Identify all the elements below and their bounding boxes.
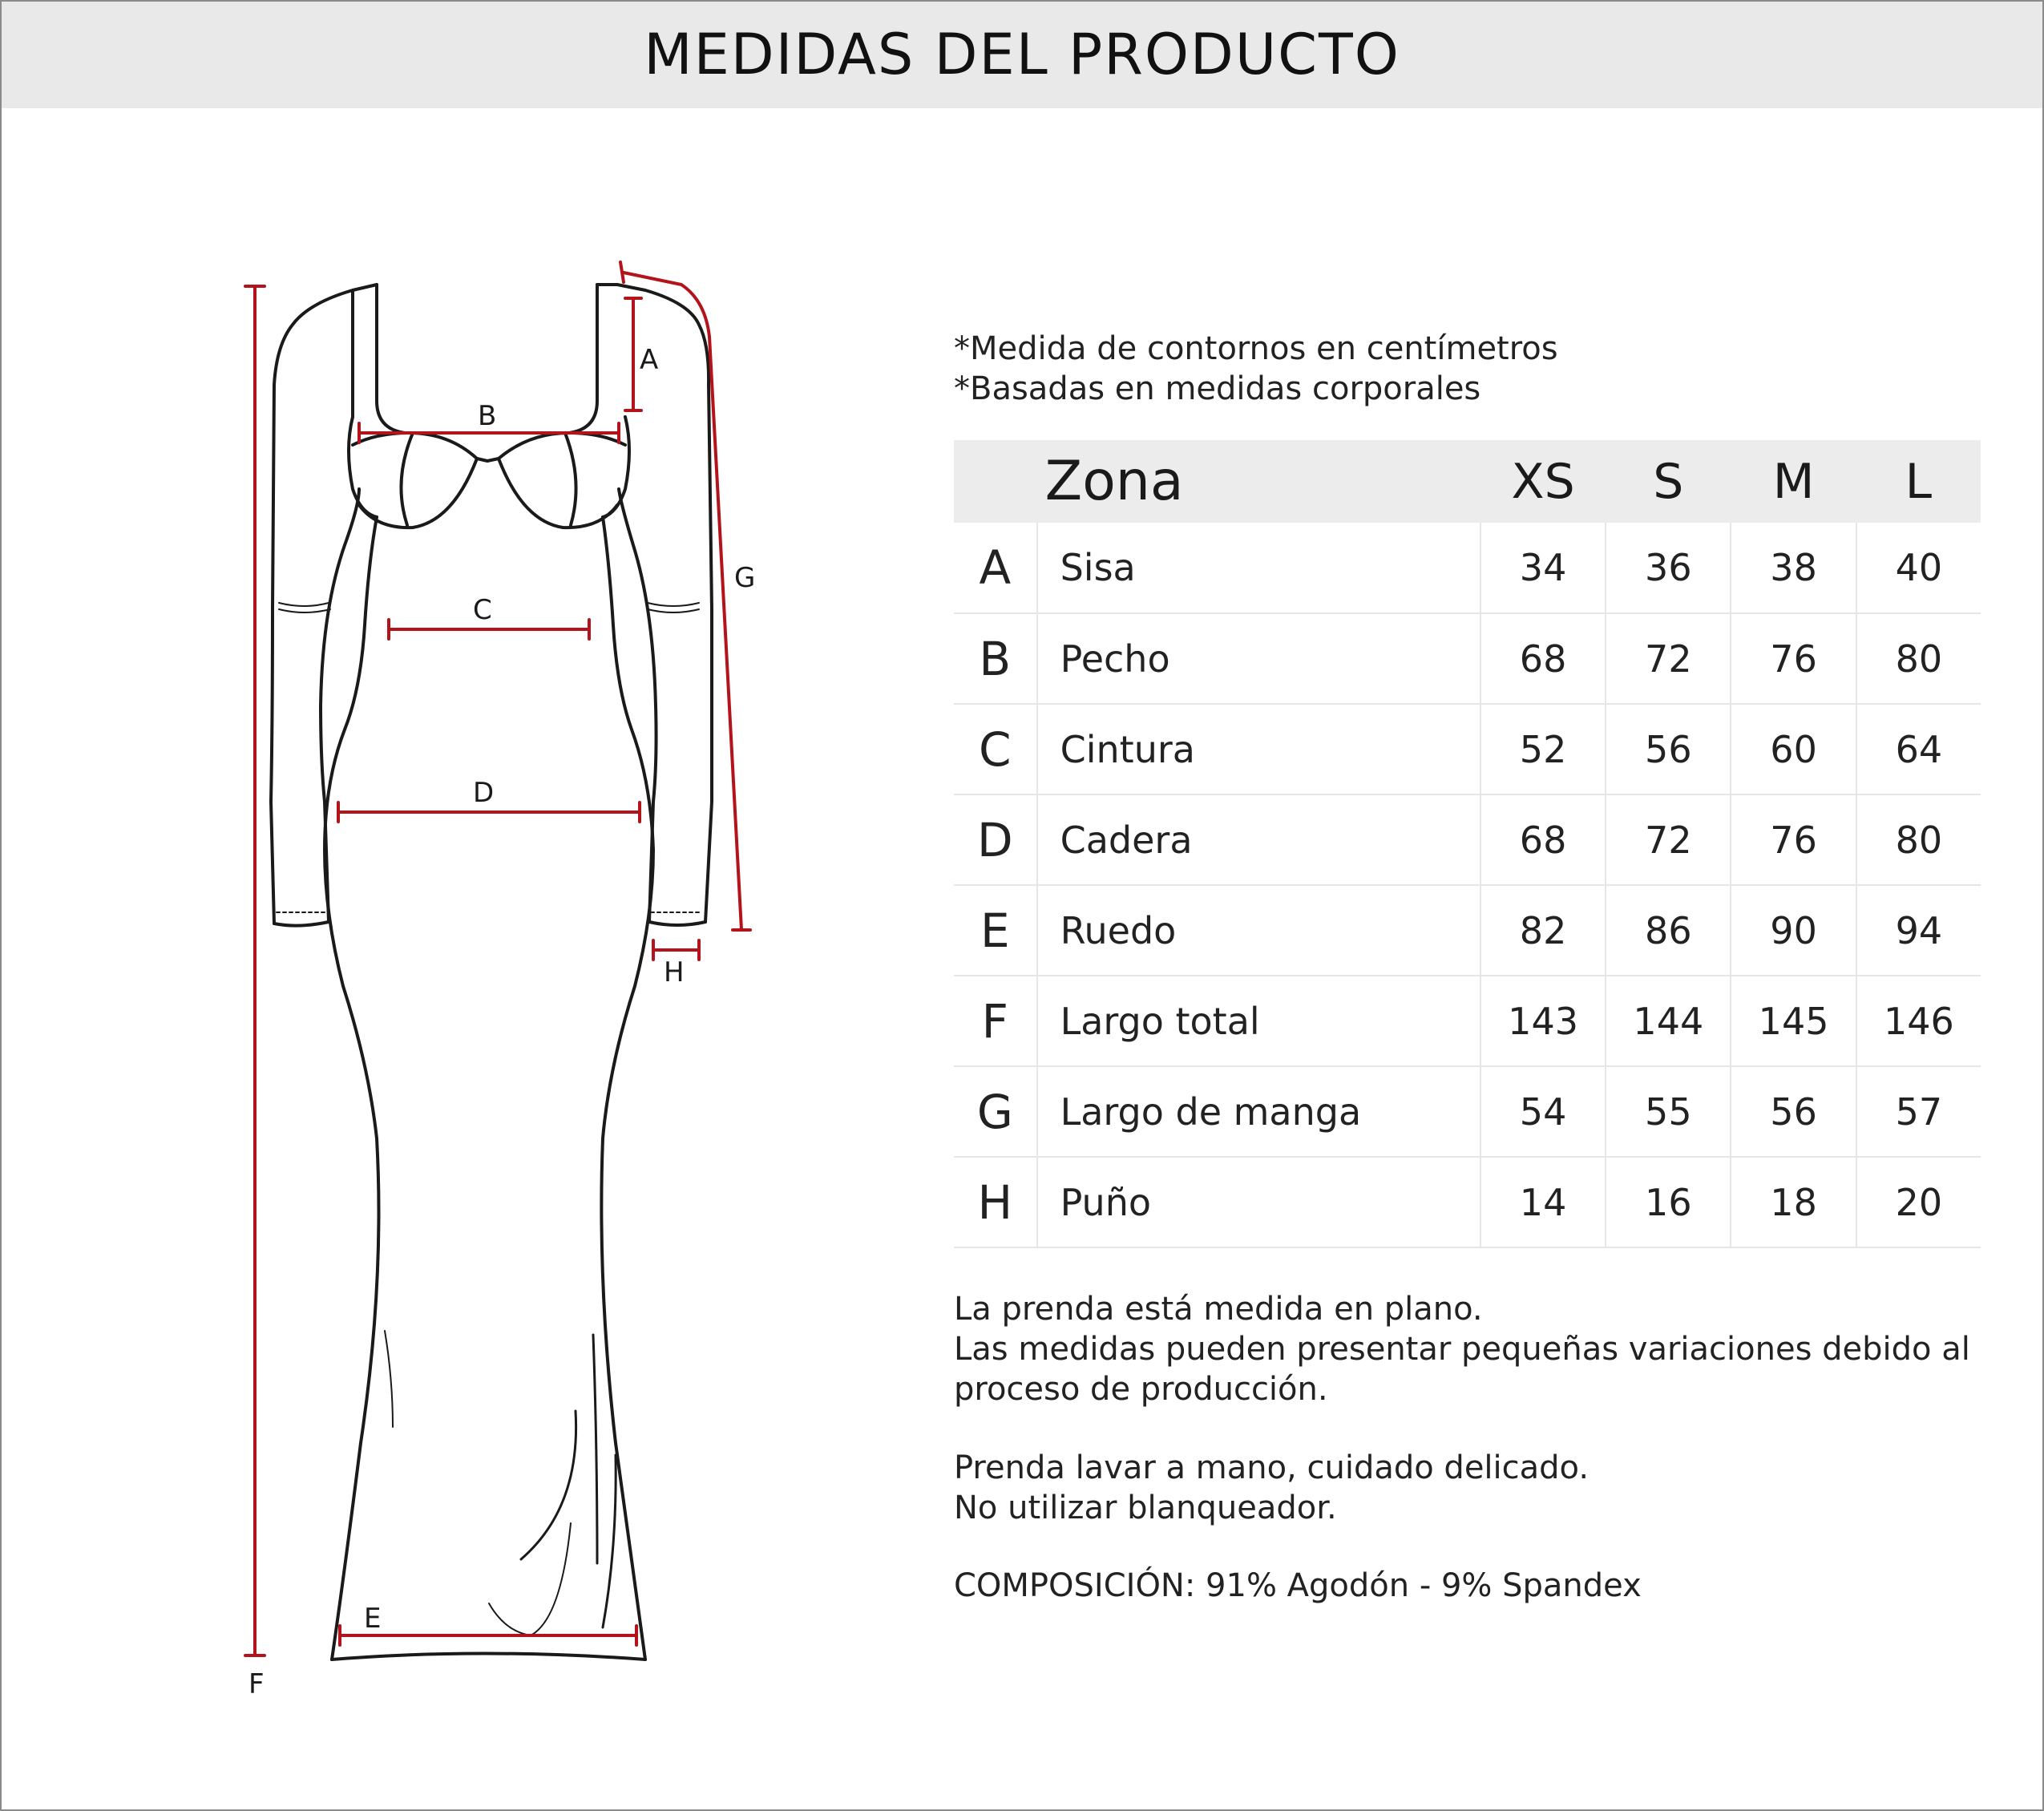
value-xs: 34 [1480, 523, 1606, 613]
value-s: 144 [1606, 976, 1731, 1066]
row-zone: Pecho [1037, 613, 1480, 704]
row-zone: Puño [1037, 1157, 1480, 1247]
header-size-m: M [1772, 453, 1815, 510]
value-xs: 14 [1480, 1157, 1606, 1247]
row-letter: D [954, 794, 1037, 885]
table-row [954, 885, 1981, 976]
value-xs: 82 [1480, 885, 1606, 976]
row-zone: Cadera [1037, 794, 1480, 885]
value-l: 80 [1856, 794, 1981, 885]
value-s: 56 [1606, 704, 1731, 794]
row-letter: C [954, 704, 1037, 794]
table-row [954, 613, 1981, 704]
care-note-1: Prenda lavar a mano, cuidado delicado. [954, 1449, 1590, 1486]
row-zone: Largo de manga [1037, 1066, 1480, 1157]
value-l: 40 [1856, 523, 1981, 613]
value-l: 20 [1856, 1157, 1981, 1247]
value-l: 64 [1856, 704, 1981, 794]
value-s: 72 [1606, 613, 1731, 704]
dress-outline [271, 285, 712, 1659]
header-size-xs: XS [1511, 453, 1575, 510]
table-row [954, 976, 1981, 1066]
dress-illustration [200, 241, 802, 1724]
label-h: H [664, 956, 685, 988]
value-m: 38 [1731, 523, 1856, 613]
row-letter: F [954, 976, 1037, 1066]
value-m: 56 [1731, 1066, 1856, 1157]
row-letter: A [954, 523, 1037, 613]
measurement-labels [248, 344, 755, 1700]
composition-note: COMPOSICIÓN: 91% Agodón - 9% Spandex [954, 1567, 1642, 1604]
label-f: F [248, 1668, 265, 1700]
size-table [954, 440, 1981, 1248]
table-row [954, 1157, 1981, 1247]
value-s: 72 [1606, 794, 1731, 885]
value-s: 36 [1606, 523, 1731, 613]
row-zone: Largo total [1037, 976, 1480, 1066]
header-size-s: S [1653, 453, 1684, 510]
dress-diagram [200, 241, 802, 1724]
header-size-l: L [1905, 453, 1933, 510]
note-body-measures: *Basadas en medidas corporales [954, 370, 1481, 407]
row-letter: H [954, 1157, 1037, 1247]
label-d: D [473, 777, 495, 809]
value-l: 57 [1856, 1066, 1981, 1157]
row-zone: Cintura [1037, 704, 1480, 794]
value-s: 16 [1606, 1157, 1731, 1247]
label-e: E [364, 1603, 382, 1635]
row-zone: Sisa [1037, 523, 1480, 613]
value-xs: 54 [1480, 1066, 1606, 1157]
label-b: B [478, 400, 497, 432]
value-s: 55 [1606, 1066, 1731, 1157]
value-m: 60 [1731, 704, 1856, 794]
label-g: G [734, 562, 756, 594]
row-letter: E [954, 885, 1037, 976]
value-s: 86 [1606, 885, 1731, 976]
value-xs: 52 [1480, 704, 1606, 794]
label-c: C [473, 594, 492, 626]
value-m: 90 [1731, 885, 1856, 976]
value-m: 76 [1731, 613, 1856, 704]
table-row [954, 794, 1981, 885]
care-note-2: No utilizar blanqueador. [954, 1490, 1337, 1526]
measure-note-1: La prenda está medida en plano. [954, 1291, 1483, 1328]
table-row [954, 523, 1981, 613]
row-letter: B [954, 613, 1037, 704]
value-xs: 68 [1480, 613, 1606, 704]
page-title: MEDIDAS DEL PRODUCTO [644, 22, 1400, 87]
header-blank-cell [954, 440, 1037, 523]
value-xs: 143 [1480, 976, 1606, 1066]
note-contours: *Medida de contornos en centímetros [954, 330, 1558, 367]
measure-note-3: proceso de producción. [954, 1371, 1328, 1408]
header-zone: Zona [1044, 450, 1184, 513]
value-l: 94 [1856, 885, 1981, 976]
value-xs: 68 [1480, 794, 1606, 885]
value-m: 76 [1731, 794, 1856, 885]
table-row [954, 704, 1981, 794]
row-zone: Ruedo [1037, 885, 1480, 976]
size-table-header [954, 440, 1981, 523]
value-m: 145 [1731, 976, 1856, 1066]
value-l: 146 [1856, 976, 1981, 1066]
row-letter: G [954, 1066, 1037, 1157]
table-row [954, 1066, 1981, 1157]
title-bar [2, 2, 2042, 108]
value-l: 80 [1856, 613, 1981, 704]
measure-note-2: Las medidas pueden presentar pequeñas variaciones debido al [954, 1331, 1970, 1368]
label-a: A [640, 344, 659, 376]
value-m: 18 [1731, 1157, 1856, 1247]
